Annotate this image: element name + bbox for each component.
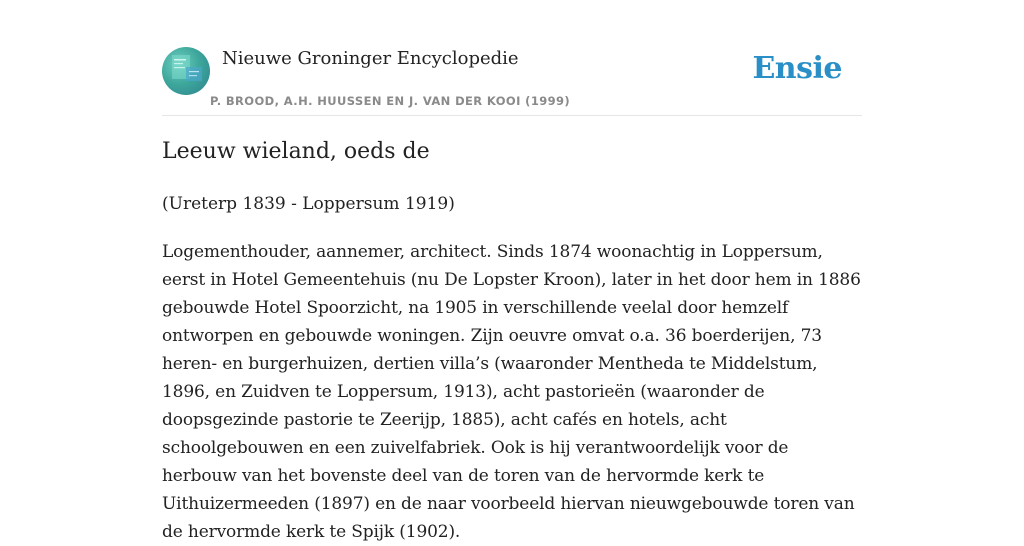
entry-header <box>162 46 862 116</box>
entry-page <box>162 0 862 542</box>
entry-title: Leeuw wieland, oeds de <box>162 139 430 164</box>
entry-body-text: Logementhouder, aannemer, architect. Sinds 1874 woonachtig in Loppersum, eerst in Hotel Gemeentehuis (nu De Lopster Kroon), later in het door hem in 1886 gebouwde Hotel Spoorzicht, na 1905 in verschillende veelal door hemzelf ontworpen en gebouwde woningen. Zijn oeuvre omvat o.a. 36 boerderijen, 73 heren- en burgerhuizen, dertien villa’s (waaronder Mentheda te Middelstum, 1896, en Zuidven te Loppersum, 1913), acht pastorieën (waaronder de doopsgezinde pastorie te Zeerijp, 1885), acht cafés en hotels, acht schoolgebouwen en een zuivelfabriek. Ook is hij verantwoordelijk voor de herbouw van het bovenste deel van de toren van de hervormde kerk te Uithuizermeeden (1897) en de naar voorbeeld hiervan nieuwgebouwde toren van de hervormde kerk te Spijk (1902). <box>162 242 861 542</box>
ensie-logo-link[interactable]: Ensie <box>752 51 842 86</box>
entry-subtitle: (Ureterp 1839 - Loppersum 1919) <box>162 194 455 214</box>
book-cover-thumbnail-icon[interactable] <box>162 47 210 95</box>
book-title-link[interactable]: Nieuwe Groninger Encyclopedie <box>222 48 519 69</box>
book-authors: P. BROOD, A.H. HUUSSEN EN J. VAN DER KOOI (1999) <box>210 94 571 108</box>
